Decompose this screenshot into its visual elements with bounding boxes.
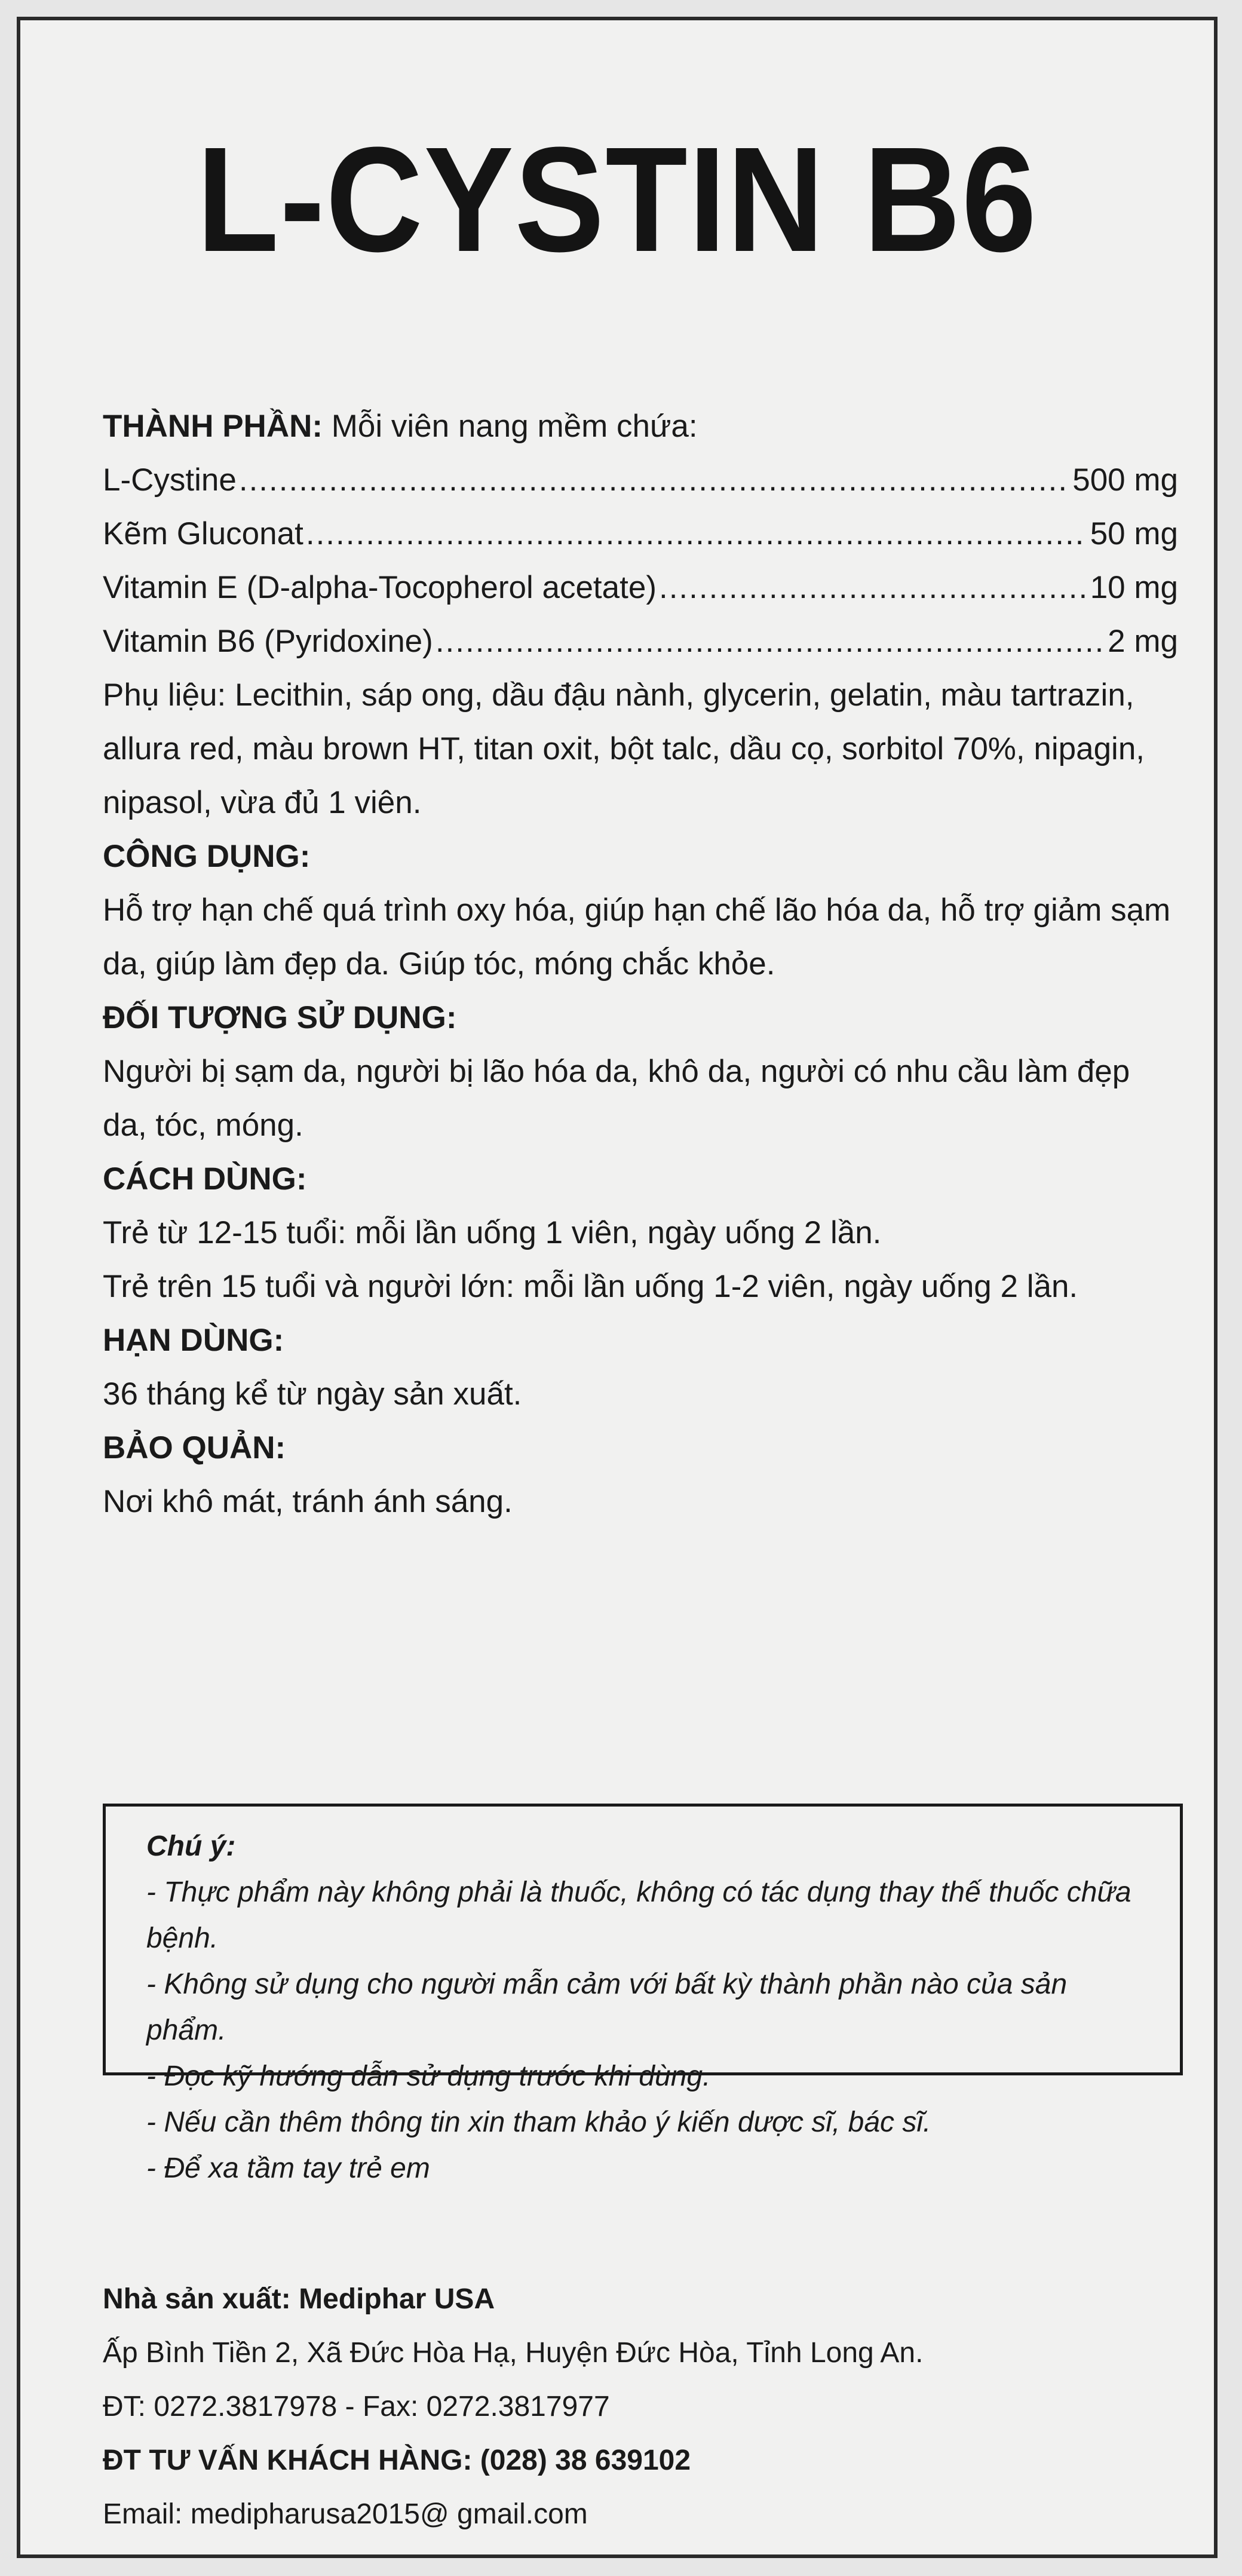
ingredient-row [103, 561, 1178, 615]
uses-text: Hỗ trợ hạn chế quá trình oxy hóa, giúp hạn chế lão hóa da, hỗ trợ giảm sạm da, giúp làm đẹp da. Giúp tóc, móng chắc khỏe. [103, 893, 1171, 982]
dot-leader [436, 615, 1105, 668]
ingredient-row [103, 453, 1178, 507]
warning-heading: Chú ý: [146, 1830, 236, 1862]
dot-leader [239, 453, 1070, 507]
target-text: Người bị sạm da, người bị lão hóa da, khô da, người có nhu cầu làm đẹp da, tóc, móng. [103, 1054, 1130, 1143]
warning-item: - Thực phẩm này không phải là thuốc, không có tác dụng thay thế thuốc chữa bệnh. [146, 1876, 1131, 1954]
ingredient-amount: 10 mg [1090, 570, 1178, 605]
usage-line: Trẻ trên 15 tuổi và người lớn: mỗi lần uống 1-2 viên, ngày uống 2 lần. [103, 1269, 1078, 1304]
ingredient-name: Vitamin E (D-alpha-Tocopherol acetate) [103, 570, 657, 605]
ingredient-amount: 2 mg [1108, 624, 1178, 659]
ingredient-row [103, 507, 1178, 561]
manufacturer-label: Nhà sản xuất: Mediphar USA [103, 2283, 495, 2315]
warning-item: - Không sử dụng cho người mẫn cảm với bất kỳ thành phần nào của sản phẩm. [146, 1968, 1068, 2046]
ingredient-name: Vitamin B6 (Pyridoxine) [103, 624, 433, 659]
warning-item: - Nếu cần thêm thông tin xin tham khảo ý kiến dược sĩ, bác sĩ. [146, 2106, 931, 2138]
composition-intro: Mỗi viên nang mềm chứa: [331, 409, 698, 444]
main-content [103, 400, 1190, 1529]
customer-hotline: ĐT TƯ VẤN KHÁCH HÀNG: (028) 38 639102 [103, 2445, 691, 2476]
target-heading: ĐỐI TƯỢNG SỬ DỤNG: [103, 1000, 457, 1035]
warning-box [103, 1804, 1183, 2184]
ingredient-amount: 500 mg [1072, 462, 1178, 498]
storage-text: Nơi khô mát, tránh ánh sáng. [103, 1484, 513, 1519]
composition-header [103, 400, 1190, 453]
label-sheet [17, 17, 1218, 2558]
expiry-text: 36 tháng kể từ ngày sản xuất. [103, 1376, 522, 1412]
manufacturer-phone: ĐT: 0272.3817978 - Fax: 0272.3817977 [103, 2391, 610, 2422]
ingredient-name: Kẽm Gluconat [103, 516, 303, 551]
ingredient-row [103, 615, 1178, 668]
usage-heading: CÁCH DÙNG: [103, 1161, 307, 1197]
warning-item: - Đọc kỹ hướng dẫn sử dụng trước khi dùng. [146, 2060, 711, 2092]
manufacturer-address: Ấp Bình Tiền 2, Xã Đức Hòa Hạ, Huyện Đức Hòa, Tỉnh Long An. [103, 2337, 924, 2369]
uses-heading: CÔNG DỤNG: [103, 839, 311, 874]
storage-heading: BẢO QUẢN: [103, 1430, 286, 1465]
dot-leader [306, 507, 1088, 561]
expiry-heading: HẠN DÙNG: [103, 1323, 284, 1358]
composition-heading: THÀNH PHẦN: [103, 409, 323, 444]
ingredient-amount: 50 mg [1090, 516, 1178, 551]
product-title: L-CYSTIN B6 [197, 116, 1038, 283]
dot-leader [659, 561, 1088, 615]
ingredient-name: L-Cystine [103, 462, 237, 498]
manufacturer-block [103, 2273, 1190, 2541]
warning-item: - Để xa tầm tay trẻ em [146, 2152, 430, 2184]
manufacturer-email: Email: medipharusa2015@ gmail.com [103, 2498, 588, 2530]
excipients-text: Phụ liệu: Lecithin, sáp ong, dầu đậu nành, glycerin, gelatin, màu tartrazin, allura red, màu brown HT, titan oxit, bột talc, dầu cọ, sorbitol 70%, nipagin, nipasol, vừa đủ 1 viên. [103, 677, 1145, 820]
usage-line: Trẻ từ 12-15 tuổi: mỗi lần uống 1 viên, ngày uống 2 lần. [103, 1215, 882, 1250]
